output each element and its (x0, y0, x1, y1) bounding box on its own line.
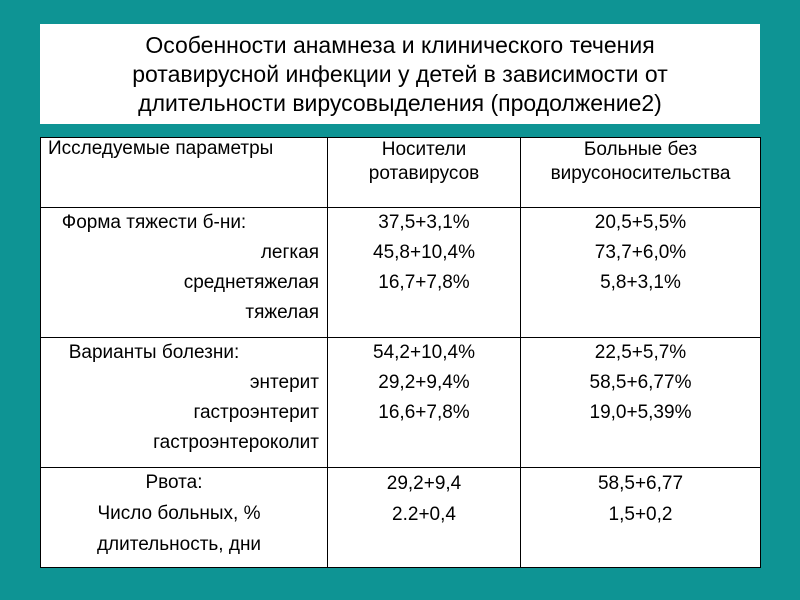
header-carriers (328, 138, 521, 208)
header-carriers-line2: ротавирусов (368, 163, 480, 184)
header-parameters-label: Исследуемые параметры (48, 138, 274, 159)
variant-non-carriers-value: 19,0+5,39% (589, 402, 692, 423)
severity-non-carriers-value: 5,8+3,1% (600, 272, 681, 293)
title-line-2: ротавирусной инфекции у детей в зависимости от (132, 60, 668, 87)
table-row-variants (41, 338, 761, 468)
header-non-carriers-line2: вирусоносительства (550, 163, 731, 184)
table-row-severity (41, 208, 761, 338)
severity-label: среднетяжелая (183, 272, 319, 293)
severity-non-carriers (521, 208, 761, 338)
header-non-carriers (521, 138, 761, 208)
severity-labels (41, 208, 328, 338)
variant-carriers-value: 29,2+9,4% (378, 372, 470, 393)
variant-label: гастроэнтерит (193, 402, 319, 423)
table-header-row (41, 138, 761, 208)
severity-label: легкая (260, 242, 319, 263)
header-carriers-line1: Носители (381, 139, 467, 160)
variants-labels (41, 338, 328, 468)
severity-carriers (328, 208, 521, 338)
severity-carriers-value: 37,5+3,1% (378, 212, 470, 233)
vomiting-carriers (328, 468, 521, 568)
title-line-1: Особенности анамнеза и клинического течения (145, 31, 655, 58)
vomiting-label: длительность, дни (96, 534, 262, 555)
vomiting-carriers-value: 2.2+0,4 (392, 504, 456, 525)
vomiting-title: Рвота: (145, 472, 203, 493)
severity-label: тяжелая (245, 302, 319, 323)
variants-carriers (328, 338, 521, 468)
severity-non-carriers-value: 20,5+5,5% (594, 212, 687, 233)
vomiting-non-carriers-value: 58,5+6,77 (597, 473, 684, 494)
variant-carriers-value: 54,2+10,4% (373, 342, 475, 363)
variant-label: энтерит (249, 372, 319, 393)
variant-carriers-value: 16,6+7,8% (378, 402, 470, 423)
header-non-carriers-line1: Больные без (583, 139, 698, 160)
header-parameters (41, 138, 328, 208)
vomiting-non-carriers (521, 468, 761, 568)
vomiting-label: Число больных, % (97, 503, 261, 524)
variants-non-carriers (521, 338, 761, 468)
variant-non-carriers-value: 22,5+5,7% (594, 342, 687, 363)
variants-title: Варианты болезни: (68, 342, 240, 363)
table-row-vomiting (41, 468, 761, 568)
vomiting-non-carriers-value: 1,5+0,2 (608, 504, 673, 525)
title-line-3: длительности вирусовыделения (продолжение2) (138, 89, 662, 116)
vomiting-labels (41, 468, 328, 568)
severity-carriers-value: 45,8+10,4% (373, 242, 475, 263)
variant-label: гастроэнтероколит (153, 432, 319, 453)
variant-non-carriers-value: 58,5+6,77% (589, 372, 692, 393)
severity-title: Форма тяжести б-ни: (61, 212, 247, 233)
severity-carriers-value: 16,7+7,8% (378, 272, 470, 293)
data-table (40, 137, 761, 568)
vomiting-carriers-value: 29,2+9,4 (386, 473, 462, 494)
slide-title (40, 24, 760, 124)
severity-non-carriers-value: 73,7+6,0% (594, 242, 687, 263)
